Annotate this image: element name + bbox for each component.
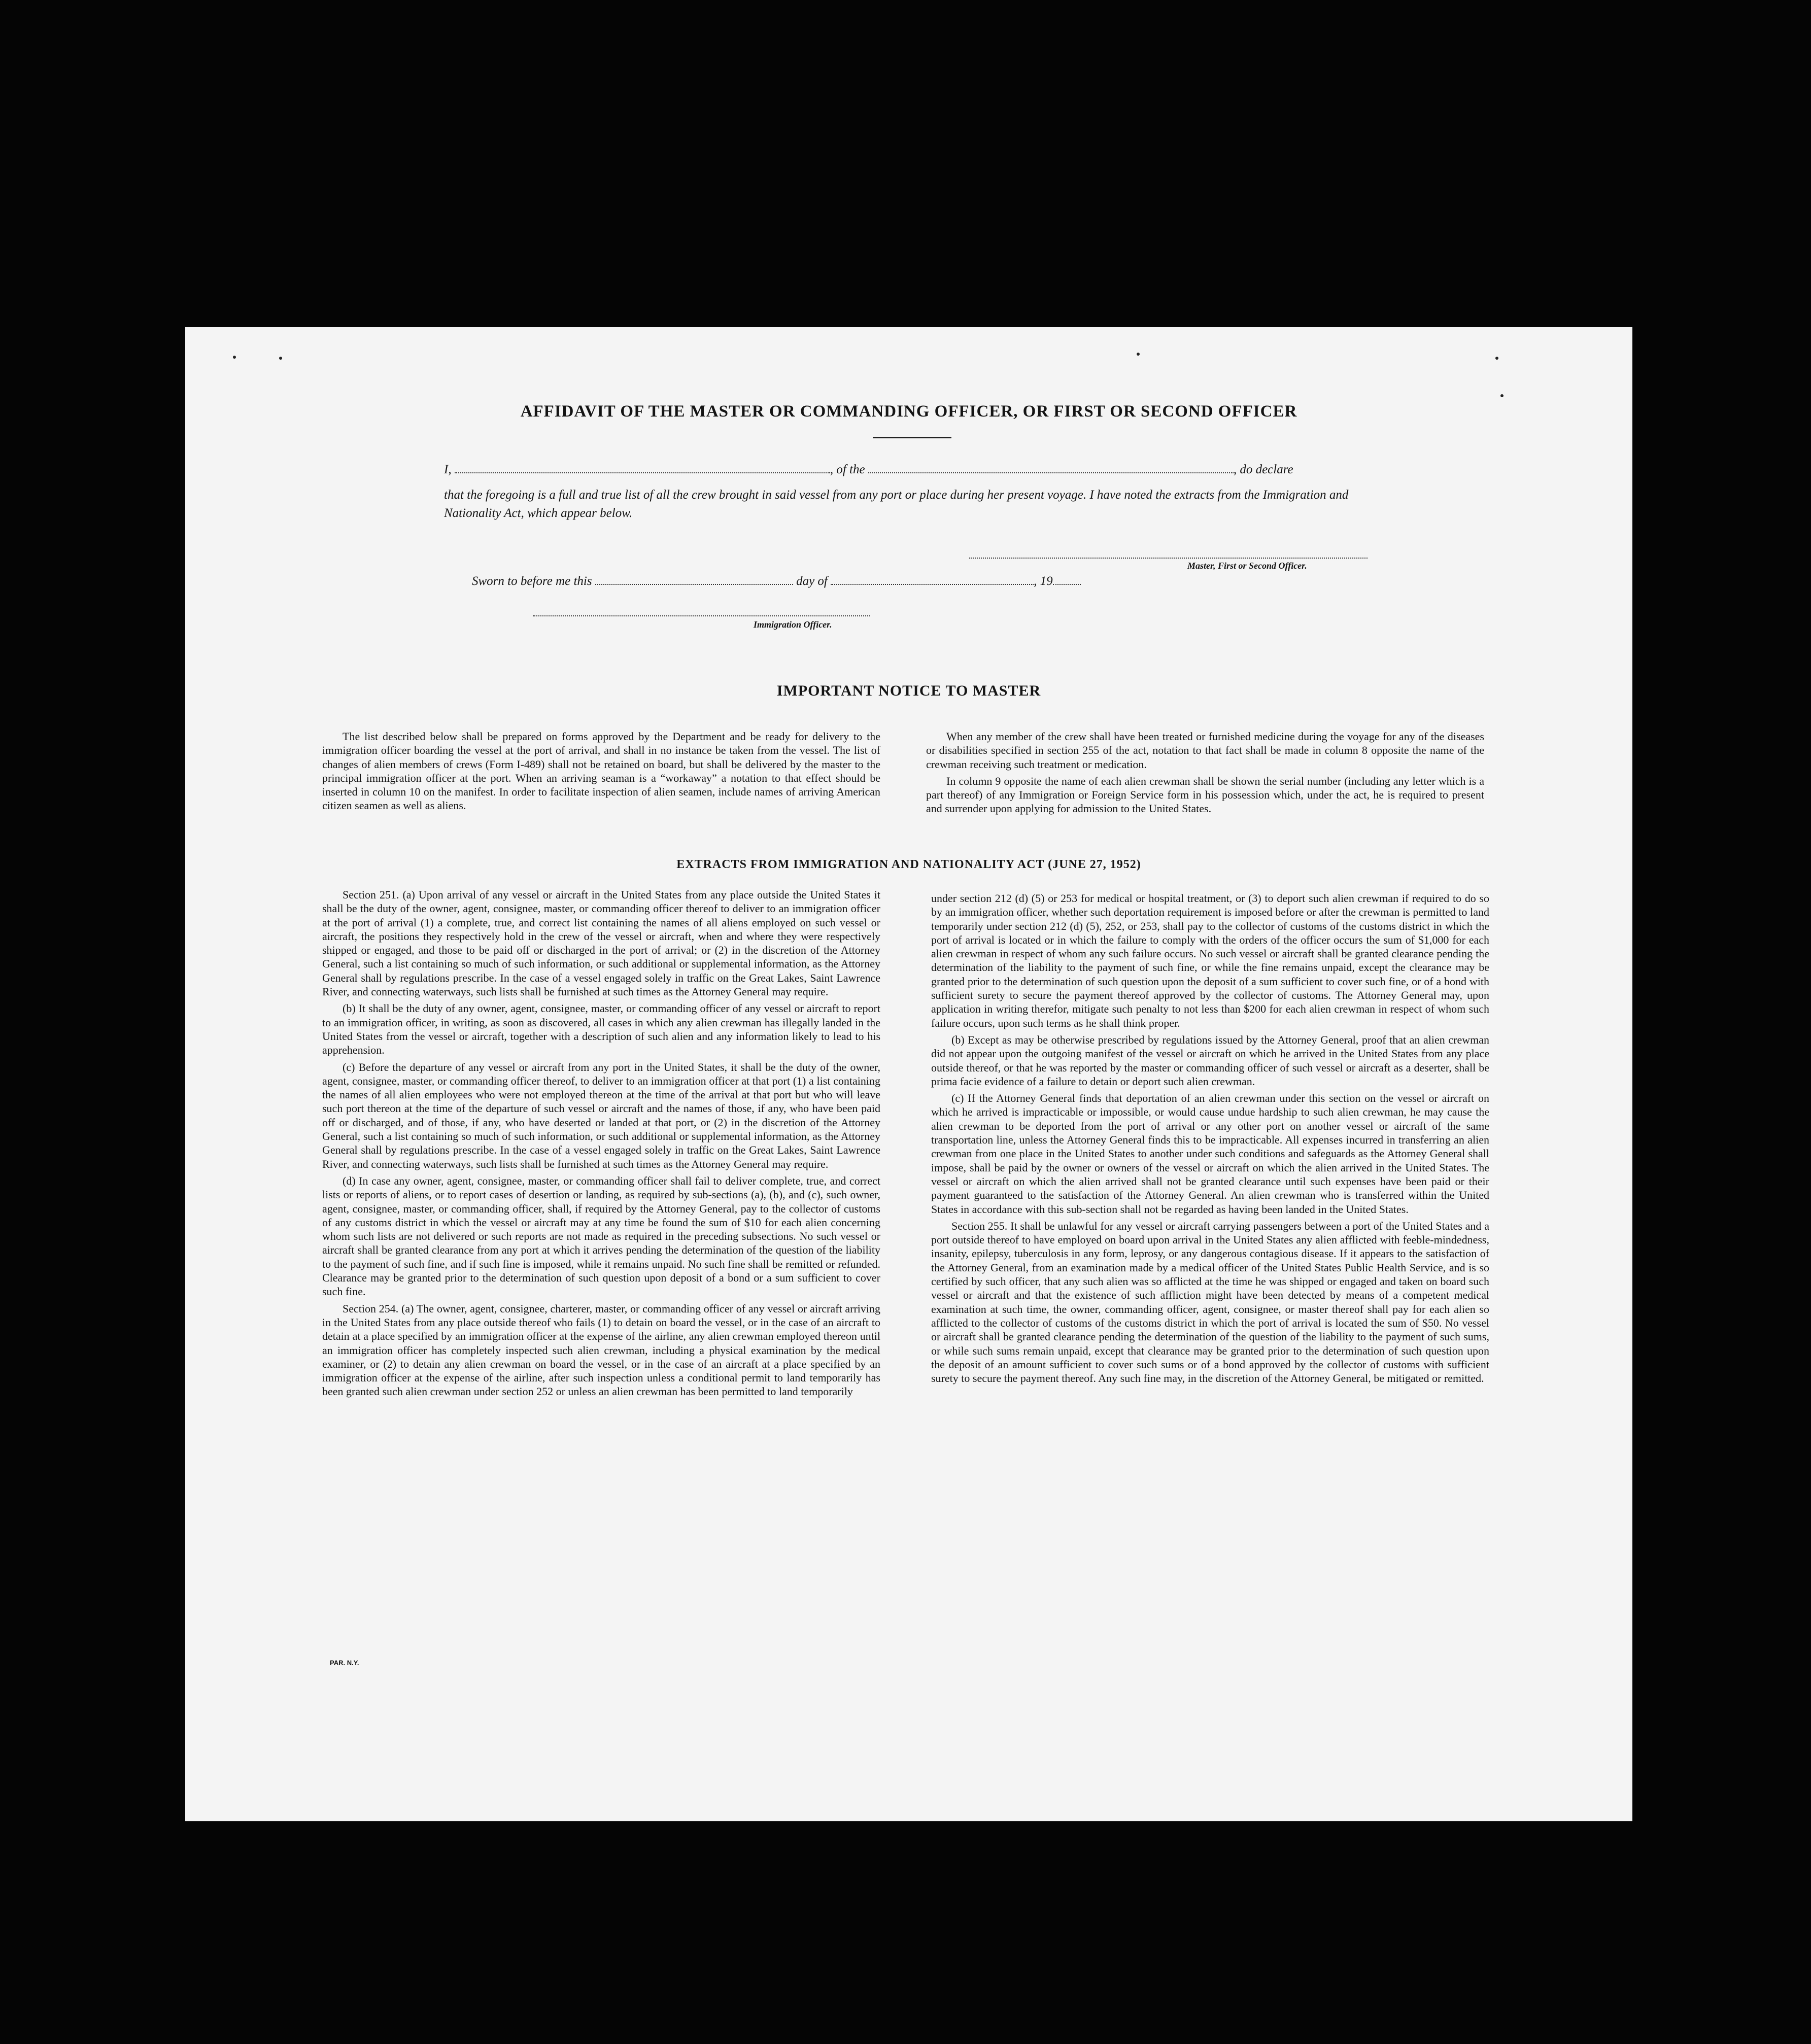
declaration-of-the: , of the bbox=[830, 463, 865, 476]
sworn-month-field[interactable] bbox=[831, 575, 1034, 585]
section-paragraph: (c) Before the departure of any vessel or aircraft from any port in the United States, it shall be the duty of the owner, agent, consignee, master, or commanding officer thereof, to deliver to an immigration officer at that port (1) a list containing the names of all alien employees who were not employed thereon at the time of the arrival at that port but who will leave such port thereon at the time of the departure of such vessel or aircraft and the names of those, if any, who have been paid off or discharged, and of those, if any, who have deserted or landed at that port, or (2) in the discretion of the Attorney General, such a list containing so much of such information, or such additional or supplemental information, as the Attorney General shall by regulations prescribe. In the case of a vessel engaged solely in traffic on the Great Lakes, Saint Lawrence River, and connecting waterways, such lists shall be furnished at such times as the Attorney General may require. bbox=[322, 1060, 880, 1170]
name-field[interactable] bbox=[455, 463, 830, 473]
scan-speck bbox=[233, 356, 236, 359]
section-paragraph: under section 212 (d) (5) or 253 for medical or hospital treatment, or (3) to deport such alien crewman if required to do so by an immigration officer, whether such deportation requirement is imposed before or after the crewman is permitted to land temporarily under section 212 (d) (5), 252, or 253, shall pay to the collector of customs of the customs district in which the port of arrival is located or in which the failure to comply with the orders of the officer occurs the sum of $1,000 for each alien crewman in respect of whom any such failure occurs. No such vessel or aircraft shall be granted clearance pending the determination of the liability to the payment of such fine, or while the fine remains unpaid, except the clearance may be granted prior to the determination of such question upon the deposit of a sum sufficient to cover such fine, or of a bond with sufficient surety to secure the payment thereof approved by the collector of customs. The Attorney General may, upon application in writing therefor, mitigate such penalty to not less than $200 for each alien crewman in respect of whom such failure occurs, upon such terms as he shall think proper. bbox=[931, 892, 1489, 1029]
scan-speck bbox=[1500, 394, 1504, 397]
notice-paragraph: When any member of the crew shall have been treated or furnished medicine during the voyage for any of the diseases or disabilities specified in section 255 of the act, notation to that fact shall be made in column 8 opposite the name of the crewman receiving such treatment or medication. bbox=[926, 730, 1484, 771]
scan-speck bbox=[1495, 357, 1498, 360]
section-paragraph: Section 255. It shall be unlawful for any vessel or aircraft carrying passengers between a port of the United States and a port outside thereof to have employed on board upon arrival in the United States any alien afflicted with feeble-mindedness, insanity, epilepsy, tuberculosis in any form, leprosy, or any dangerous contagious disease. If it appears to the satisfaction of the Attorney General, from an examination made by a medical officer of the United States Public Health Service, and is so certified by such officer, that any such alien was so afflicted at the time he was shipped or engaged and taken on board such vessel or aircraft and that the existence of such affliction might have been detected by means of a competent medical examination at such time, the owner, commanding officer, agent, consignee, or master thereof shall pay for each alien so afflicted to the collector of customs of the customs district in which the port of arrival is located the sum of $50. No vessel or aircraft shall be granted clearance pending the determination of the question of the liability to the payment of such sums, or while such sums remain unpaid, except that clearance may be granted prior to the determination of such question upon the deposit of an amount sufficient to cover such sums or of a bond approved by the collector of customs with sufficient surety to secure the payment thereof. Any such fine may, in the discretion of the Attorney General, be mitigated or remitted. bbox=[931, 1219, 1489, 1385]
declaration-line bbox=[444, 461, 1378, 479]
notice-paragraph: The list described below shall be prepared on forms approved by the Department and be ready for delivery to the immigration officer boarding the vessel at the port of arrival, and shall in no instance be taken from the vessel. The list of changes of alien members of crews (Form I-489) shall not be retained on board, but shall be delivered by the master to the principal immigration officer at the port. When an arriving seaman is a “workaway” a notation to that effect should be inserted in column 10 on the manifest. In order to facilitate inspection of alien seamen, include names of arriving American citizen seamen as well as aliens. bbox=[322, 730, 880, 812]
declaration-body: that the foregoing is a full and true list of all the crew brought in said vessel from any port or place during her present voyage. I have noted the extracts from the Immigration and Nationality Act, which appear below. bbox=[444, 488, 1349, 520]
extracts-right-column bbox=[931, 891, 1489, 1388]
declaration-i: I, bbox=[444, 463, 452, 476]
section-paragraph: (d) In case any owner, agent, consignee, master, or commanding officer shall fail to deliver complete, true, and correct lists or reports of aliens, or to report cases of desertion or landing, as required by sub-sections (a), (b), and (c), such owner, agent, consignee, master, or commanding officer, shall, if required by the Attorney General, pay to the collector of customs of any customs district in which the vessel or aircraft may at any time be found the sum of $10 for each alien concerning whom such lists are not delivered or such reports are not made as required in the preceding subsections. No such vessel or aircraft shall be granted clearance from any port at which it arrives pending the determination of the question of the liability to the payment of such fine, and if such fine is imposed, while it remains unpaid. No such fine shall be remitted or refunded. Clearance may be granted prior to the determination of such question upon deposit of a bond or a sum sufficient to cover such fine. bbox=[322, 1174, 880, 1298]
sworn-day-of: day of bbox=[796, 574, 828, 588]
master-signature-caption: Master, First or Second Officer. bbox=[1187, 561, 1307, 571]
notice-paragraph: In column 9 opposite the name of each alien crewman shall be shown the serial number (including any letter which is a part thereof) of any Immigration or Foreign Service form in his possession which, under the act, he is required to present and surrender upon applying for admission to the United States. bbox=[926, 774, 1484, 815]
officer-signature-line[interactable] bbox=[533, 615, 870, 616]
section-paragraph: Section 254. (a) The owner, agent, consignee, charterer, master, or commanding officer of any vessel or aircraft arriving in the United States from any place outside thereof who fails (1) to detain on board the vessel, or in the case of an aircraft to detain at a place specified by an immigration officer at the expense of the airline, any alien crewman employed thereon until an immigration officer has completely inspected such alien crewman, including a physical examination by the medical examiner, or (2) to detain any alien crewman on board the vessel, or in the case of an aircraft at a place specified by an immigration officer at the expense of the airline, after such inspection unless a conditional permit to land temporarily has been granted such alien crewman under section 252 or unless an alien crewman has been permitted to land temporarily bbox=[322, 1302, 880, 1398]
notice-right-column bbox=[926, 730, 1484, 819]
title-divider bbox=[873, 437, 951, 438]
scan-speck bbox=[279, 357, 282, 360]
affidavit-title: AFFIDAVIT OF THE MASTER OR COMMANDING OFFICER, OR FIRST OR SECOND OFFICER bbox=[520, 402, 1297, 421]
section-paragraph: (c) If the Attorney General finds that deportation of an alien crewman under this section on the vessel or aircraft on which he arrived is impracticable or impossible, or would cause undue hardship to such alien crewman, he may cause the alien crewman to be deported from the port of arrival or any other port on another vessel or aircraft of the same transportation line, unless the Attorney General finds this to be impracticable. All expenses incurred in transferring an alien crewman from one place in the United States to another under such conditions and safeguards as the Attorney General shall impose, shall be paid by the owner or owners of the vessel or aircraft on which the alien arrived in the United States. The vessel or aircraft on which the alien arrived shall not be granted clearance until such expenses have been paid or their payment guaranteed to the satisfaction of the Attorney General. An alien crewman who is transferred within the United States in accordance with this sub-section shall not be regarded as having been landed in the United States. bbox=[931, 1092, 1489, 1216]
notice-left-column bbox=[322, 730, 880, 816]
section-paragraph: Section 251. (a) Upon arrival of any vessel or aircraft in the United States from any place outside the United States it shall be the duty of the owner, agent, consignee, master, or commanding officer thereof to deliver to an immigration officer at the port of arrival (1) a complete, true, and correct list containing the names of all aliens employed on such vessel or aircraft, the positions they respectively hold in the crew of the vessel or aircraft, when and where they were respectively shipped or engaged, and those to be paid off or discharged in the port of arrival; or (2) in the discretion of the Attorney General, such a list containing so much of such information, or such additional or supplemental information, as the Attorney General shall by regulations prescribe. In the case of a vessel engaged solely in traffic on the Great Lakes, Saint Lawrence River, and connecting waterways, such lists shall be furnished at such times as the Attorney General may require. bbox=[322, 888, 880, 998]
extracts-title: EXTRACTS FROM IMMIGRATION AND NATIONALITY ACT (JUNE 27, 1952) bbox=[676, 858, 1141, 871]
sworn-year-prefix: , 19 bbox=[1034, 574, 1053, 588]
printer-mark: PAR. N.Y. bbox=[330, 1659, 359, 1667]
scan-speck bbox=[1137, 353, 1140, 356]
sworn-year-field[interactable] bbox=[1053, 575, 1081, 585]
sworn-prefix: Sworn to before me this bbox=[472, 574, 592, 588]
sworn-line bbox=[472, 574, 1081, 588]
notice-title: IMPORTANT NOTICE TO MASTER bbox=[776, 682, 1041, 699]
section-paragraph: (b) Except as may be otherwise prescribed by regulations issued by the Attorney General, proof that an alien crewman did not appear upon the outgoing manifest of the vessel or aircraft on which he arrived in the United States from any place outside thereof, or that he was reported by the master or commanding officer of such vessel or aircraft as a deserter, shall be prima facie evidence of a failure to detain or deport such alien crewman. bbox=[931, 1033, 1489, 1088]
master-signature-line[interactable] bbox=[969, 558, 1368, 559]
vessel-field[interactable] bbox=[868, 463, 1234, 473]
officer-signature-caption: Immigration Officer. bbox=[754, 619, 832, 630]
extracts-left-column bbox=[322, 888, 880, 1402]
sworn-day-field[interactable] bbox=[595, 575, 793, 585]
section-paragraph: (b) It shall be the duty of any owner, agent, consignee, master, or commanding officer of any vessel or aircraft to report to an immigration officer, in writing, as soon as discovered, all cases in which any alien crewman has illegally landed in the United States from the vessel or aircraft, together with a description of such alien and any information likely to lead to his apprehension. bbox=[322, 1002, 880, 1057]
declaration-do-declare: , do declare bbox=[1233, 463, 1293, 476]
document-page bbox=[185, 327, 1632, 1821]
